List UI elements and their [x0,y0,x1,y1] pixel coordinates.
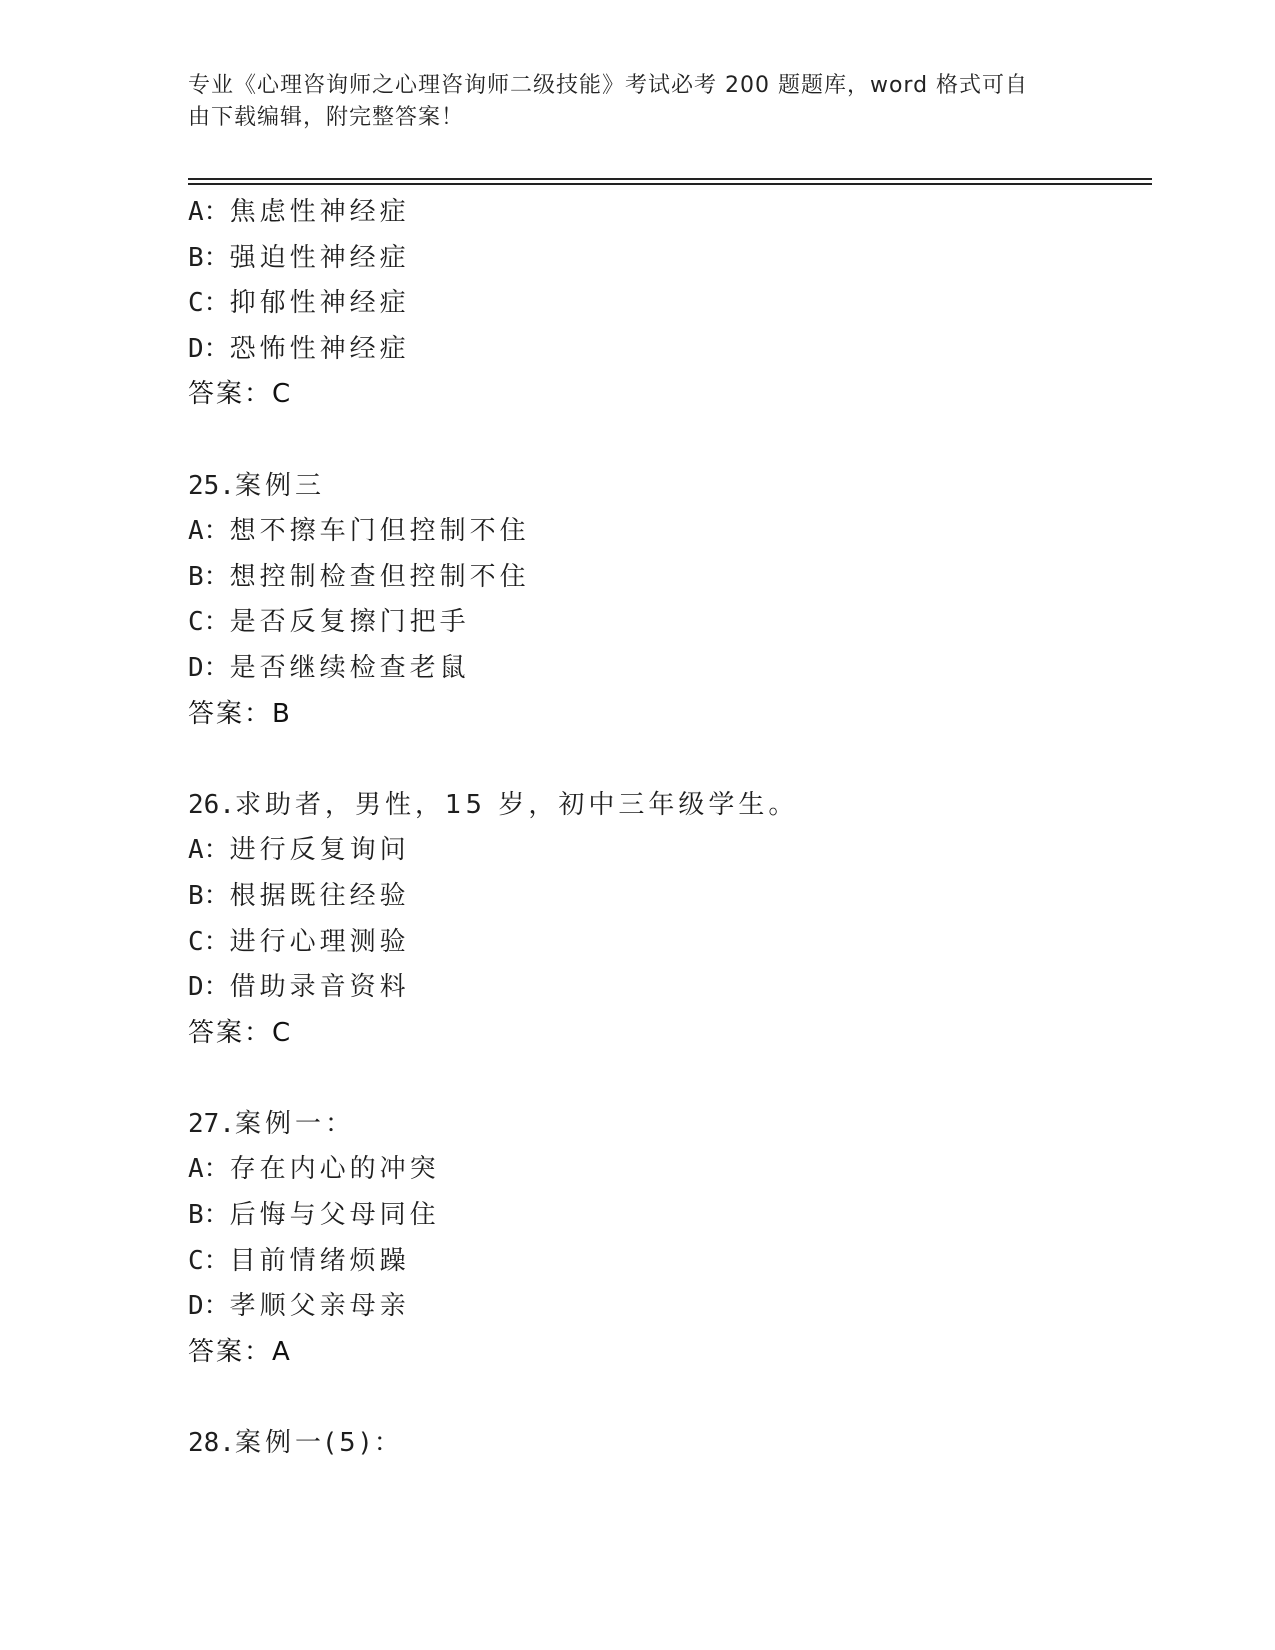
option-letter: A： [188,835,230,866]
option-c [188,600,1148,646]
option-c [188,1239,1148,1285]
answer-line: 答案：B [188,698,292,729]
option-c [188,920,1148,966]
question-text: 求助者，男性，15 岁，初中三年级学生。 [234,789,799,820]
answer-line: 答案：A [188,1336,292,1367]
option-letter: A： [188,516,230,547]
option-d [188,327,1148,373]
question-stem [188,1421,1148,1467]
option-letter: D： [188,333,230,364]
option-text: 存在内心的冲突 [229,1154,440,1185]
option-letter: B： [188,880,230,911]
option-d [188,1284,1148,1330]
option-b [188,874,1148,920]
option-letter: D： [188,652,230,683]
option-letter: C： [188,288,230,319]
option-letter: C： [188,607,230,638]
option-text: 孝顺父亲母亲 [229,1291,410,1322]
option-letter: C： [188,926,230,957]
option-text: 是否继续检查老鼠 [229,652,470,683]
option-text: 是否反复擦门把手 [229,607,470,638]
spacer [188,1056,1148,1102]
header-divider-bottom [188,183,1152,185]
header-line-2: 由下载编辑，附完整答案！ [188,105,465,130]
option-a [188,509,1148,555]
spacer [188,737,1148,783]
question-25 [188,464,1148,738]
question-28 [188,1421,1148,1467]
option-text: 根据既往经验 [229,880,410,911]
spacer [188,1375,1148,1421]
option-letter: D： [188,1291,230,1322]
option-text: 进行反复询问 [229,835,410,866]
option-letter: B： [188,561,230,592]
option-text: 恐怖性神经症 [229,333,410,364]
option-letter: C： [188,1245,230,1276]
question-text: 案例一： [234,1108,355,1139]
option-text: 进行心理测验 [229,926,410,957]
spacer [188,418,1148,464]
option-letter: A： [188,1154,230,1185]
header-line-1: 专业《心理咨询师之心理咨询师二级技能》考试必考 200 题题库，word 格式可自 [188,73,1029,98]
question-stem [188,464,1148,510]
question-text: 案例三 [234,470,325,501]
option-a [188,1147,1148,1193]
option-a [188,828,1148,874]
option-text: 想控制检查但控制不住 [229,561,530,592]
question-27 [188,1102,1148,1376]
question-number: 25. [188,470,235,501]
option-a [188,190,1148,236]
option-c [188,281,1148,327]
option-text: 目前情绪烦躁 [229,1245,410,1276]
option-b [188,236,1148,282]
option-text: 焦虑性神经症 [229,197,410,227]
option-letter: A： [188,197,230,227]
option-text: 强迫性神经症 [229,242,410,273]
option-d [188,965,1148,1011]
question-number: 28. [188,1428,235,1459]
question-26 [188,783,1148,1057]
option-b [188,555,1148,601]
option-letter: B： [188,242,230,273]
answer-line: 答案：C [188,1017,293,1048]
question-stem [188,1102,1148,1148]
option-b [188,1193,1148,1239]
option-d [188,646,1148,692]
header-divider-top [188,178,1152,180]
option-text: 后悔与父母同住 [229,1200,440,1231]
document-header [188,70,1068,134]
option-letter: D： [188,972,230,1003]
question-number: 27. [188,1108,235,1139]
option-letter: B： [188,1200,230,1231]
question-24 [188,190,1148,418]
question-number: 26. [188,789,235,820]
question-stem [188,783,1148,829]
answer-line: 答案：C [188,379,293,410]
option-text: 抑郁性神经症 [229,288,410,319]
option-text: 想不擦车门但控制不住 [229,516,530,547]
option-text: 借助录音资料 [229,972,410,1003]
question-text: 案例一(5)： [234,1428,404,1459]
question-list [188,190,1148,1467]
